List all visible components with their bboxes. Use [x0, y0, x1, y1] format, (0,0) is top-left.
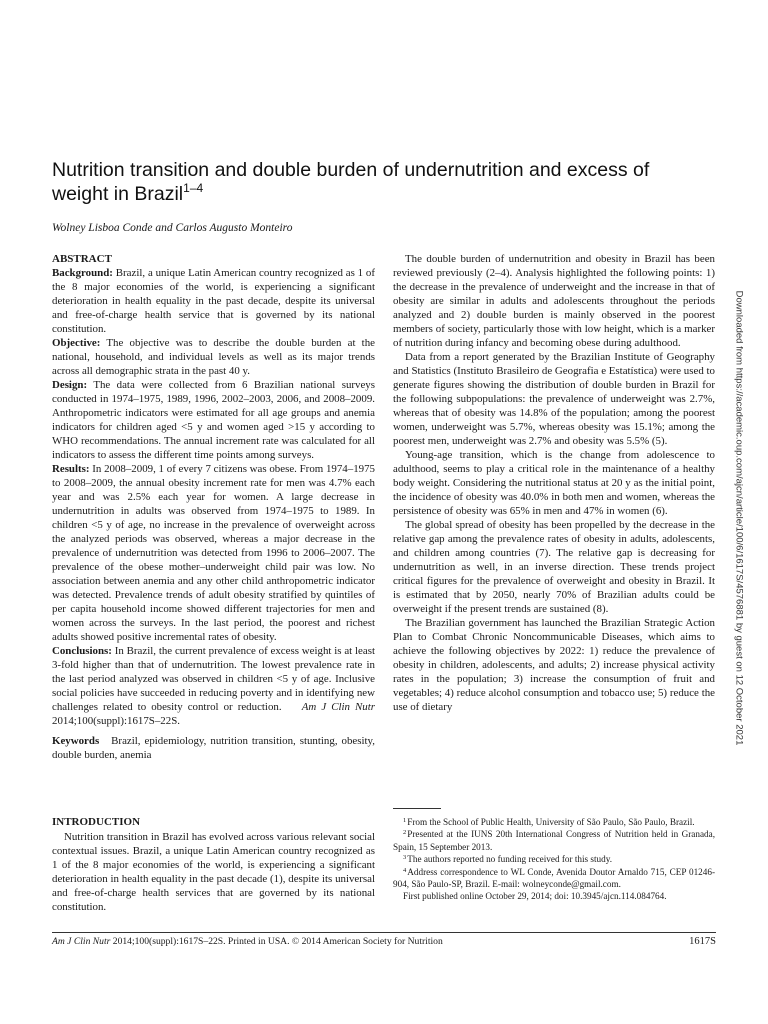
download-watermark — [732, 265, 746, 770]
footnote-1-text: From the School of Public Health, University of São Paulo, São Paulo, Brazil. — [407, 817, 695, 827]
footnote-divider — [393, 808, 441, 809]
page-number: 1617S — [689, 936, 716, 947]
footnote-3 — [393, 853, 715, 865]
footnote-4-number: 4 — [403, 866, 407, 874]
footnote-4 — [393, 866, 715, 891]
keywords-text: Brazil, epidemiology, nutrition transition, stunting, obesity, double burden, anemia — [52, 735, 376, 761]
footnote-2-number: 2 — [403, 829, 407, 837]
body-paragraph-5: The Brazilian government has launched the Brazilian Strategic Action Plan to Combat Chronic Noncommunicable Diseases, which aims to achieve the following objectives by 2022: 1) reduce the prevalence of obesity in children, adolescents, and adults; 2) increase physical activity rates in the population; 3) increase the consumption of fruit and vegetables; 4) reduce alcohol consumption and tobacco use; 5) reduce the use of dietary — [393, 617, 715, 713]
abstract-heading: ABSTRACT — [52, 253, 112, 265]
author-list: Wolney Lisboa Conde and Carlos Augusto Monteiro — [52, 222, 293, 234]
footnote-2 — [393, 828, 715, 853]
article-title — [52, 158, 672, 206]
left-column — [52, 252, 375, 762]
abstract-results — [52, 462, 375, 644]
results-label: Results: — [52, 463, 90, 475]
citation-details: 2014;100(suppl):1617S–22S. — [52, 715, 180, 727]
footnote-2-text: Presented at the IUNS 20th International Congress of Nutrition held in Granada, Spain, 15 September 2013. — [393, 829, 715, 852]
footnote-3-number: 3 — [403, 854, 407, 862]
background-text: Brazil, a unique Latin American country recognized as 1 of the 8 major economies of the world, is experiencing a significant deterioration in health equality in the past decade, despite its universal and free-of-charge health service that is governed by its national constitution. — [52, 267, 375, 335]
footer-divider — [52, 932, 716, 933]
abstract-background — [52, 266, 375, 336]
design-label: Design: — [52, 379, 88, 391]
abstract-objective — [52, 336, 375, 378]
footnote-3-text: The authors reported no funding received for this study. — [407, 854, 613, 865]
footer-citation: 2014;100(suppl):1617S–22S. Printed in USA. © 2014 American Society for Nutrition — [112, 936, 443, 947]
footnote-1 — [393, 816, 715, 828]
download-note: Downloaded from https://academic.oup.com/ajcn/article/100/6/1617S/4576881 by guest on 12 October 2021 — [733, 290, 745, 745]
objective-label: Objective: — [52, 337, 101, 349]
introduction-body — [52, 830, 375, 914]
body-paragraph-3: Young-age transition, which is the change from adolescence to adulthood, seems to play a critical role in the maintenance of a healthy body weight. Considering the nutritional status at 20 y as the initial point, the incidence of obesity was 40.0% in both men and women, whereas the persistence of obesity was 65% in men and 47% in women (6). — [393, 449, 715, 517]
footnote-publication — [393, 890, 715, 902]
introduction-paragraph: Nutrition transition in Brazil has evolved across various relevant social contextual issues. Brazil, a unique Latin American country recognized as 1 of the 8 major economies of the world, is experiencing a significant deterioration in health equality in the past decade (1), despite its universal and free-of-charge health services that are governed by its national constitution. — [52, 831, 375, 913]
body-paragraph-2: Data from a report generated by the Brazilian Institute of Geography and Statistics (Instituto Brasileiro de Geografia e Estatística) were used to generate figures showing the distribution of double burden in Brazil for the following subpopulations: the prevalence of underweight was 2.7%, whereas that of obesity was 14.8% of the population; among the poorest women, underweight was 5.7%, whereas obesity was 15.1%; among the poorest men, underweight was 2.7% and obesity was 5.5% (5). — [393, 351, 715, 447]
introduction-heading: INTRODUCTION — [52, 816, 141, 828]
keywords-label: Keywords — [52, 735, 100, 747]
keywords — [52, 734, 375, 762]
citation-journal: Am J Clin Nutr — [301, 701, 376, 713]
title-footnote-marks: 1–4 — [183, 181, 204, 195]
background-label: Background: — [52, 267, 113, 279]
objective-text: The objective was to describe the double burden at the national, household, and individual levels as well as its major trends across all demographic strata in the past 40 y. — [52, 337, 375, 377]
results-text: In 2008–2009, 1 of every 7 citizens was obese. From 1974–1975 to 2008–2009, the annual obesity increment rate for men was 4.7% each year and was 2.5% each year for women. A large decrease in undernutrition in adults was observed from 1974–1975 to 1989. In children <5 y of age, no increase in the prevalence of overweight across the analyzed periods was observed, whereas a major decrease in the prevalence of undernutrition was detected from 1996 to 2006–2007. The prevalence of the obese mother–underweight child pair was low. No association between anemia and any other child anthropometric indicator was detected. Prevalence trends of adult obesity stratified by quintiles of per capita household income showed different trajectories for men and women across the surveys. In the last period, the poorest and richest adults showed positive incremental rates of obesity. — [52, 463, 375, 643]
footnote-1-number: 1 — [403, 817, 407, 824]
article-title-text: Nutrition transition and double burden of undernutrition and excess of weight in Brazil — [52, 159, 650, 205]
body-paragraph-1: The double burden of undernutrition and obesity in Brazil has been reviewed previously (2–4). Analysis highlighted the following points: 1) the decrease in the prevalence of underweight and the increase in that of obesity are similar in adults and adolescents throughout the periods analyzed and 2) double burden is mainly observed in the poorest members of society, particularly those with low height, which is a marker of nutrition during infancy and becoming obese during adulthood. — [393, 253, 715, 349]
right-column — [393, 252, 715, 714]
footer-journal: Am J Clin Nutr — [52, 936, 111, 947]
page-footer — [52, 936, 716, 947]
design-text: The data were collected from 6 Brazilian national surveys conducted in 1974–1975, 1989, 1996, 2002–2003, 2006, and 2008–2009. Anthropometric indicators were estimated for all age groups and anemia indicators for children aged <5 y and women aged >15 y according to WHO recommendations. The annual increment rate was calculated for all indicators to assess the different time points among surveys. — [52, 379, 375, 461]
abstract-conclusions — [52, 644, 375, 728]
conclusions-label: Conclusions: — [52, 645, 112, 657]
abstract-design — [52, 378, 375, 462]
footnote-publication-text: First published online October 29, 2014; doi: 10.3945/ajcn.114.084764. — [403, 891, 667, 902]
body-paragraph-4: The global spread of obesity has been propelled by the decrease in the relative gap among the prevalence rates of obesity in adults, adolescents, and children among countries (7). The relative gap is decreasing for undernutrition as well, in an inverse direction. These trends project critical figures for the prevalence of overweight and obesity in Brazil. It is estimated that by 2050, nearly 70% of Brazilian adults could be overweight if the present trends are sustained (8). — [393, 519, 715, 615]
conclusions-text: In Brazil, the current prevalence of excess weight is at least 3-fold higher than that of undernutrition. The lowest prevalence rate in the last period analyzed was observed in children <5 y of age. Inclusive social policies have succeeded in reducing poverty and in identifying new challenges related to obesity control or reduction. — [52, 645, 375, 713]
footnotes — [393, 816, 715, 903]
footnote-4-text: Address correspondence to WL Conde, Avenida Doutor Arnaldo 715, CEP 01246-904, São Paulo-SP, Brazil. E-mail: wolneyconde@gmail.com. — [393, 866, 715, 890]
